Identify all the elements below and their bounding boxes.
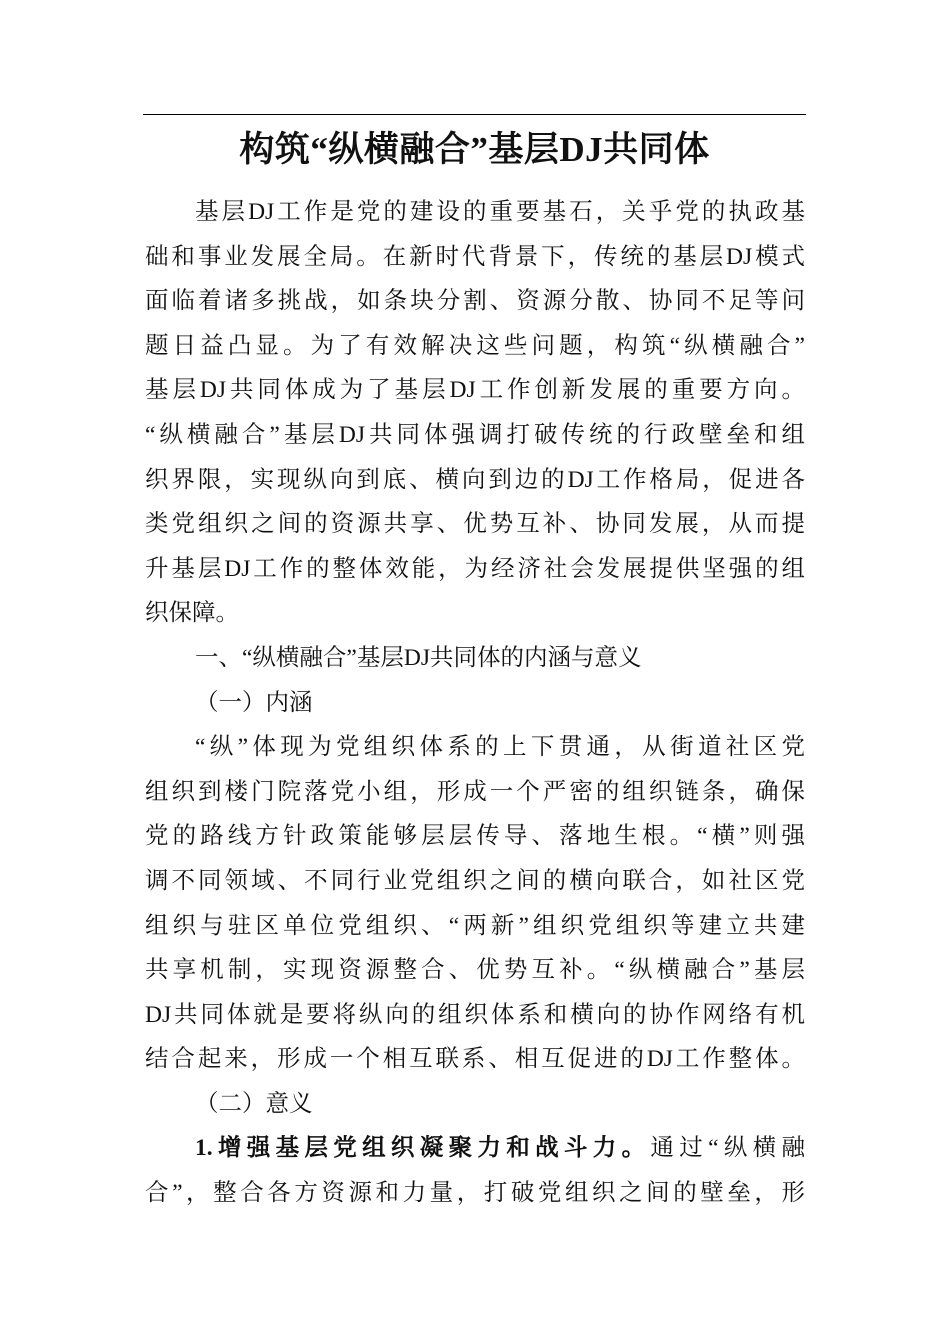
body-line: 基层DJ工作是党的建设的重要基石，关乎党的执政基 [195, 199, 805, 225]
body-line: 结合起来，形成一个相互联系、相互促进的DJ工作整体。 [145, 1046, 805, 1073]
body-line: （二）意义 [195, 1090, 313, 1117]
point-1-text: 通过“纵横融 [650, 1135, 806, 1162]
body-line: 党的路线方针政策能够层层传导、落地生根。“横”则强 [145, 823, 805, 850]
body-line: 织保障。 [145, 600, 239, 627]
body-line: 调不同领域、不同行业党组织之间的横向联合，如社区党 [145, 867, 805, 894]
body-line: 织界限，实现纵向到底、横向到边的DJ工作格局，促进各 [145, 466, 805, 493]
header-rule [143, 114, 806, 115]
body-line: 一、“纵横融合”基层DJ共同体的内涵与意义 [195, 644, 642, 671]
document-body [145, 190, 805, 1216]
body-line: DJ共同体就是要将纵向的组织体系和横向的协作网络有机 [145, 1001, 805, 1028]
body-line: 面临着诸多挑战，如条块分割、资源分散、协同不足等问 [145, 288, 805, 315]
point-1-heading: 1.增强基层党组织凝聚力和战斗力。 [195, 1135, 651, 1162]
body-line: “纵横融合”基层DJ共同体强调打破传统的行政壁垒和组 [145, 421, 805, 448]
point-1-line [145, 1126, 805, 1171]
body-line: 基层DJ共同体成为了基层DJ工作创新发展的重要方向。 [145, 377, 805, 404]
body-line: 类党组织之间的资源共享、优势互补、协同发展，从而提 [145, 511, 805, 538]
body-line: 础和事业发展全局。在新时代背景下，传统的基层DJ模式 [145, 243, 805, 270]
body-line: 题日益凸显。为了有效解决这些问题，构筑“纵横融合” [145, 332, 805, 359]
body-line: 升基层DJ工作的整体效能，为经济社会发展提供坚强的组 [145, 555, 805, 582]
body-line: 组织到楼门院落党小组，形成一个严密的组织链条，确保 [145, 778, 805, 805]
body-line: 合”，整合各方资源和力量，打破党组织之间的壁垒，形 [145, 1180, 805, 1207]
document-title: 构筑“纵横融合”基层DJ共同体 [239, 130, 710, 169]
body-line: 组织与驻区单位党组织、“两新”组织党组织等建立共建 [145, 912, 805, 939]
body-line: （一）内涵 [195, 689, 313, 716]
body-line: “纵”体现为党组织体系的上下贯通，从街道社区党 [195, 734, 805, 761]
body-line: 共享机制，实现资源整合、优势互补。“纵横融合”基层 [145, 957, 805, 984]
